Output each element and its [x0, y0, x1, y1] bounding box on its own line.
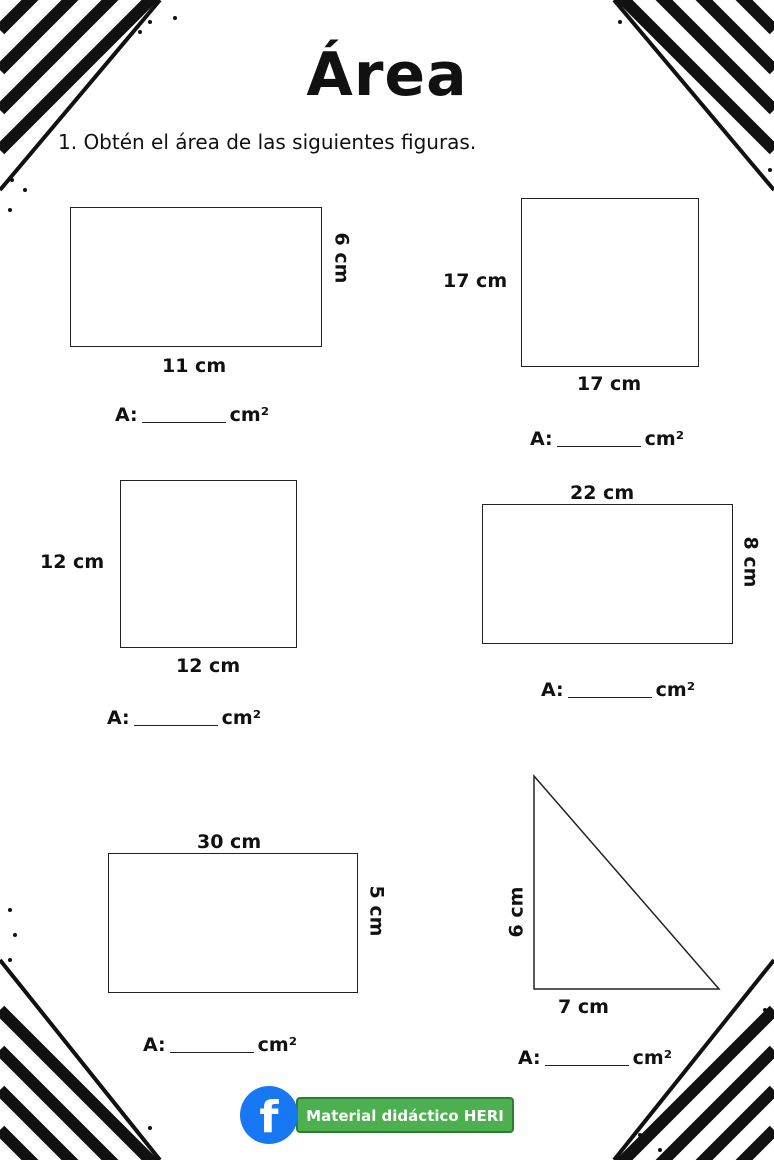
figure-5-answer	[143, 1034, 297, 1056]
figure-5-height-label: 5 cm	[365, 885, 388, 937]
answer-blank[interactable]	[545, 1047, 629, 1066]
answer-blank[interactable]	[134, 707, 218, 726]
figure-4-height-label: 8 cm	[739, 536, 762, 588]
brand-badge: Material didáctico HERI	[296, 1097, 514, 1133]
figure-2-height-label: 17 cm	[443, 270, 508, 292]
rectangle-figure-1	[70, 207, 322, 347]
answer-blank[interactable]	[142, 404, 226, 423]
facebook-icon: f	[240, 1086, 298, 1144]
figure-4-answer	[541, 679, 695, 701]
figure-2-width-label: 17 cm	[577, 373, 642, 395]
answer-prefix: A:	[115, 404, 138, 426]
answer-unit: cm²	[257, 1034, 298, 1056]
figure-6-answer	[518, 1047, 672, 1069]
figure-2-answer	[530, 428, 684, 450]
answer-unit: cm²	[229, 404, 270, 426]
rectangle-figure-5	[108, 853, 358, 993]
figure-3-answer	[107, 707, 261, 729]
answer-prefix: A:	[518, 1047, 541, 1069]
square-figure-3	[120, 480, 297, 648]
figure-1-height-label: 6 cm	[330, 232, 353, 284]
answer-blank[interactable]	[170, 1034, 254, 1053]
figure-5-width-label: 30 cm	[197, 831, 262, 853]
answer-unit: cm²	[644, 428, 685, 450]
rectangle-figure-4	[482, 504, 733, 644]
answer-prefix: A:	[541, 679, 564, 701]
answer-unit: cm²	[221, 707, 262, 729]
answer-blank[interactable]	[557, 428, 641, 447]
answer-blank[interactable]	[568, 679, 652, 698]
answer-unit: cm²	[655, 679, 696, 701]
figure-1-answer	[115, 404, 269, 426]
instruction-text: 1. Obtén el área de las siguientes figuras.	[58, 130, 477, 154]
right-triangle-figure-6	[530, 772, 724, 994]
figure-3-height-label: 12 cm	[40, 551, 105, 573]
figure-6-width-label: 7 cm	[558, 996, 609, 1018]
answer-prefix: A:	[143, 1034, 166, 1056]
answer-unit: cm²	[632, 1047, 673, 1069]
figure-3-width-label: 12 cm	[176, 655, 241, 677]
figure-4-width-label: 22 cm	[570, 482, 635, 504]
page-title: Área	[306, 40, 468, 110]
square-figure-2	[521, 198, 699, 367]
answer-prefix: A:	[530, 428, 553, 450]
answer-prefix: A:	[107, 707, 130, 729]
figure-1-width-label: 11 cm	[162, 355, 227, 377]
figure-6-height-label: 6 cm	[505, 886, 528, 938]
